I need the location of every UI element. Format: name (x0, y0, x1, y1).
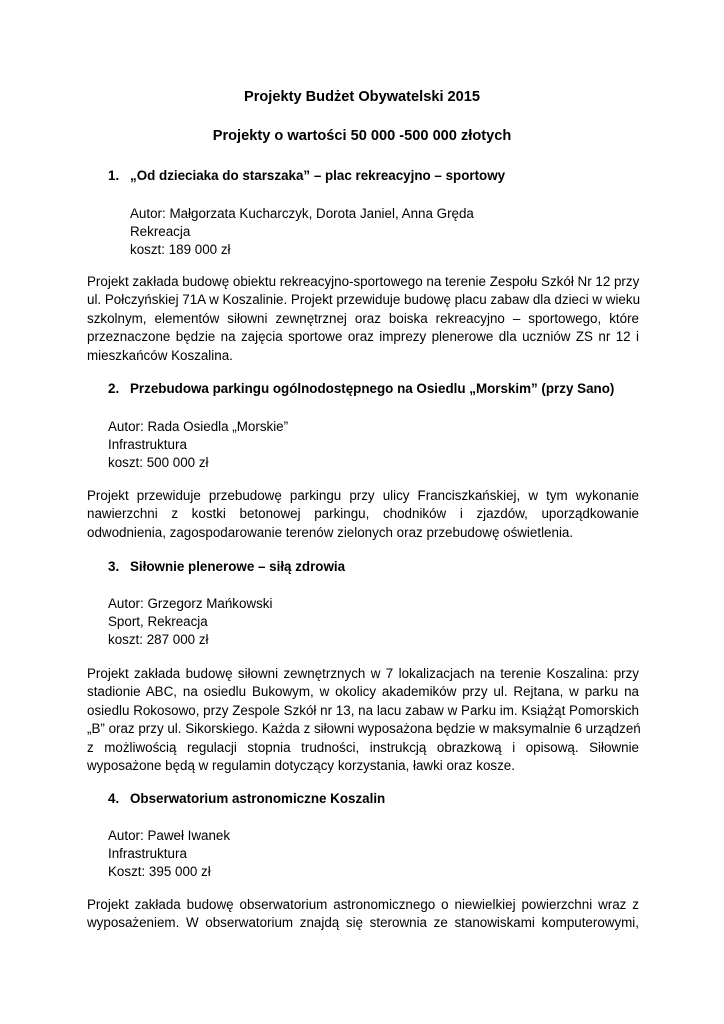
project-2-category: Infrastruktura (108, 437, 187, 452)
project-2-heading (108, 381, 614, 396)
project-3-title: Siłownie plenerowe – siłą zdrowia (130, 559, 346, 574)
project-2-description (87, 487, 639, 542)
project-4-meta (108, 827, 230, 881)
project-3-category: Sport, Rekreacja (108, 614, 208, 629)
project-2-meta (108, 418, 288, 472)
project-2-author: Autor: Rada Osiedla „Morskie” (108, 419, 289, 434)
project-1-author: Autor: Małgorzata Kucharczyk, Dorota Janiel, Anna Gręda (130, 206, 474, 221)
project-1-cost: koszt: 189 000 zł (130, 242, 231, 257)
project-1-title: „Od dzieciaka do starszaka” – plac rekreacyjno – sportowy (130, 168, 506, 183)
project-4-line: Projekt zakłada budowę obserwatorium astronomicznego o niewielkiej powierzchni wraz z (87, 897, 639, 912)
project-3-line: stadionie ABC, na osiedlu Bukowym, w okolicy akademików przy ul. Rejtana, w parku na (87, 684, 639, 700)
project-3-heading (108, 559, 345, 574)
project-3-line: Projekt zakłada budowę siłowni zewnętrznych w 7 lokalizacjach na terenie Koszalina: przy (87, 666, 639, 681)
project-4-title: Obserwatorium astronomiczne Koszalin (130, 791, 386, 806)
project-4-heading (108, 791, 385, 806)
project-1-line: Projekt zakłada budowę obiektu rekreacyjno-sportowego na terenie Zespołu Szkół Nr 12 przy (87, 274, 640, 289)
project-3-line: „B” oraz przy ul. Sikorskiego. Każda z siłowni wyposażona będzie w maksymalnie 6 urządzeń (87, 721, 641, 737)
project-2-cost: koszt: 500 000 zł (108, 455, 209, 470)
project-2-line: nawierzchni z kostki betonowej parkingu, chodników i zjazdów, uporządkowanie (87, 506, 639, 522)
project-4-author: Autor: Paweł Iwanek (108, 828, 231, 843)
project-1-line: szkolnym, elementów siłowni zewnętrznej oraz boiska rekreacyjno – sportowego, które (87, 310, 639, 326)
project-3-author: Autor: Grzegorz Mańkowski (108, 596, 273, 611)
project-1-heading (108, 168, 505, 183)
project-3-meta (108, 595, 272, 649)
project-3-line: z możliwością regulacji stopnia trudności, instrukcją obrazkową i opisową. Siłownie (87, 739, 639, 755)
project-1-meta (130, 205, 474, 259)
project-2-line: Projekt przewiduje przebudowę parkingu przy ulicy Franciszkańskiej, w tym wykonanie (87, 488, 639, 503)
project-3-cost: koszt: 287 000 zł (108, 632, 209, 647)
project-3-description (87, 665, 639, 775)
project-1-category: Rekreacja (130, 224, 191, 239)
project-2-number: 2. (108, 381, 120, 396)
project-4-cost: Koszt: 395 000 zł (108, 864, 211, 879)
project-3-number: 3. (108, 559, 120, 574)
document-subtitle: Projekty o wartości 50 000 -500 000 złotych (212, 128, 512, 144)
document-title: Projekty Budżet Obywatelski 2015 (243, 89, 481, 105)
project-4-line: wyposażeniem. W obserwatorium znajdą się sterownia ze stanowiskami komputerowymi, (87, 915, 639, 931)
project-1-number: 1. (108, 168, 120, 183)
project-1-line: mieszkańców Koszalina. (87, 347, 233, 363)
project-1-line: przeznaczone będzie na zajęcia sportowe oraz imprezy plenerowe dla uczniów ZS nr 12 i (87, 329, 639, 345)
project-1-line: ul. Połczyńskiej 71A w Koszalinie. Projekt przewiduje budowę placu zabaw dla dzieci w wieku (87, 292, 641, 308)
project-3-line: osiedlu Rokosowo, przy Zespole Szkół nr 13, na lacu zabaw w Parku im. Książąt Pomorskich (87, 702, 639, 718)
project-3-line: wyposażone będą w regulamin dotyczący korzystania, ławki oraz kosze. (87, 758, 515, 774)
project-4-description (87, 896, 639, 933)
project-4-category: Infrastruktura (108, 846, 187, 861)
project-1-description (87, 273, 639, 365)
project-4-number: 4. (108, 791, 120, 806)
project-2-title: Przebudowa parkingu ogólnodostępnego na Osiedlu „Morskim” (przy Sano) (130, 381, 615, 396)
project-2-line: odwodnienia, zagospodarowanie terenów zielonych oraz przebudowę oświetlenia. (87, 524, 574, 540)
